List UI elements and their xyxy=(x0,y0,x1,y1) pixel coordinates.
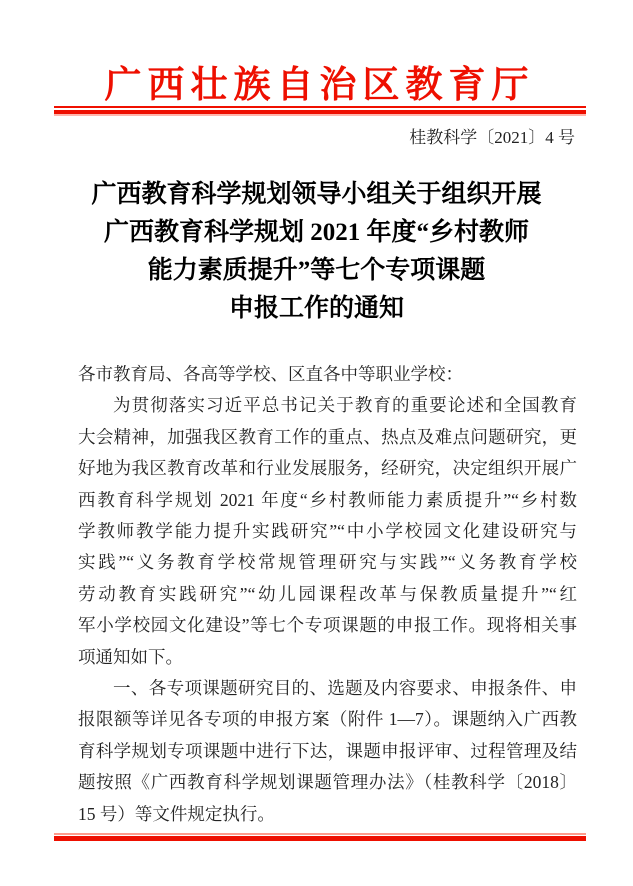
notice-title-line: 申报工作的通知 xyxy=(228,295,404,322)
body-text-line: 育科学规划专项课题中进行下达，课题申报评审、过程管理及结 xyxy=(78,740,577,761)
body-text-line: 劳动教育实践研究”“幼儿园课程改革与保教质量提升”“红 xyxy=(78,583,577,604)
notice-title-line: 广西教育科学规划领导小组关于组织开展 xyxy=(91,181,542,208)
body-text-line: 题按照《广西教育科学规划课题管理办法》（桂教科学〔2018〕 xyxy=(78,772,577,793)
body-text-line: 大会精神，加强我区教育工作的重点、热点及难点问题研究，更 xyxy=(78,426,577,447)
body-text-line: 15 号）等文件规定执行。 xyxy=(78,803,275,824)
body-text-line: 西教育科学规划 2021 年度“乡村教师能力素质提升”“乡村数 xyxy=(78,489,577,510)
body-text-line: 项通知如下。 xyxy=(78,646,183,667)
red-divider-top xyxy=(54,106,586,114)
body-text-line: 军小学校园文化建设”等七个专项课题的申报工作。现将相关事 xyxy=(78,615,577,636)
body-text-line: 一、各专项课题研究目的、选题及内容要求、申报条件、申 xyxy=(113,678,577,699)
notice-title-line: 能力素质提升”等七个专项课题 xyxy=(147,257,486,284)
red-divider-bottom xyxy=(54,833,586,841)
body-text-line: 好地为我区教育改革和行业发展服务，经研究，决定组织开展广 xyxy=(78,458,577,479)
body-text-line: 各市教育局、各高等学校、区直各中等职业学校： xyxy=(78,364,463,384)
body-text-line: 实践”“义务教育学校常规管理研究与实践”“义务教育学校 xyxy=(78,552,577,573)
notice-title xyxy=(40,176,593,328)
body-text-line: 为贯彻落实习近平总书记关于教育的重要论述和全国教育 xyxy=(113,395,577,416)
red-divider-top-thick-line xyxy=(54,110,586,114)
notice-title-line: 广西教育科学规划 2021 年度“乡村教师 xyxy=(103,219,529,246)
body-text-line: 学教师教学能力提升实践研究”“中小学校园文化建设研究与 xyxy=(78,521,577,542)
agency-header-title: 广西壮族自治区教育厅 xyxy=(104,65,535,106)
document-number: 桂教科学〔2021〕4 号 xyxy=(409,128,575,147)
red-divider-bottom-thick-line xyxy=(54,836,586,841)
body-text-line: 报限额等详见各专项的申报方案（附件 1—7）。课题纳入广西教 xyxy=(78,709,577,730)
notice-body xyxy=(78,359,577,830)
